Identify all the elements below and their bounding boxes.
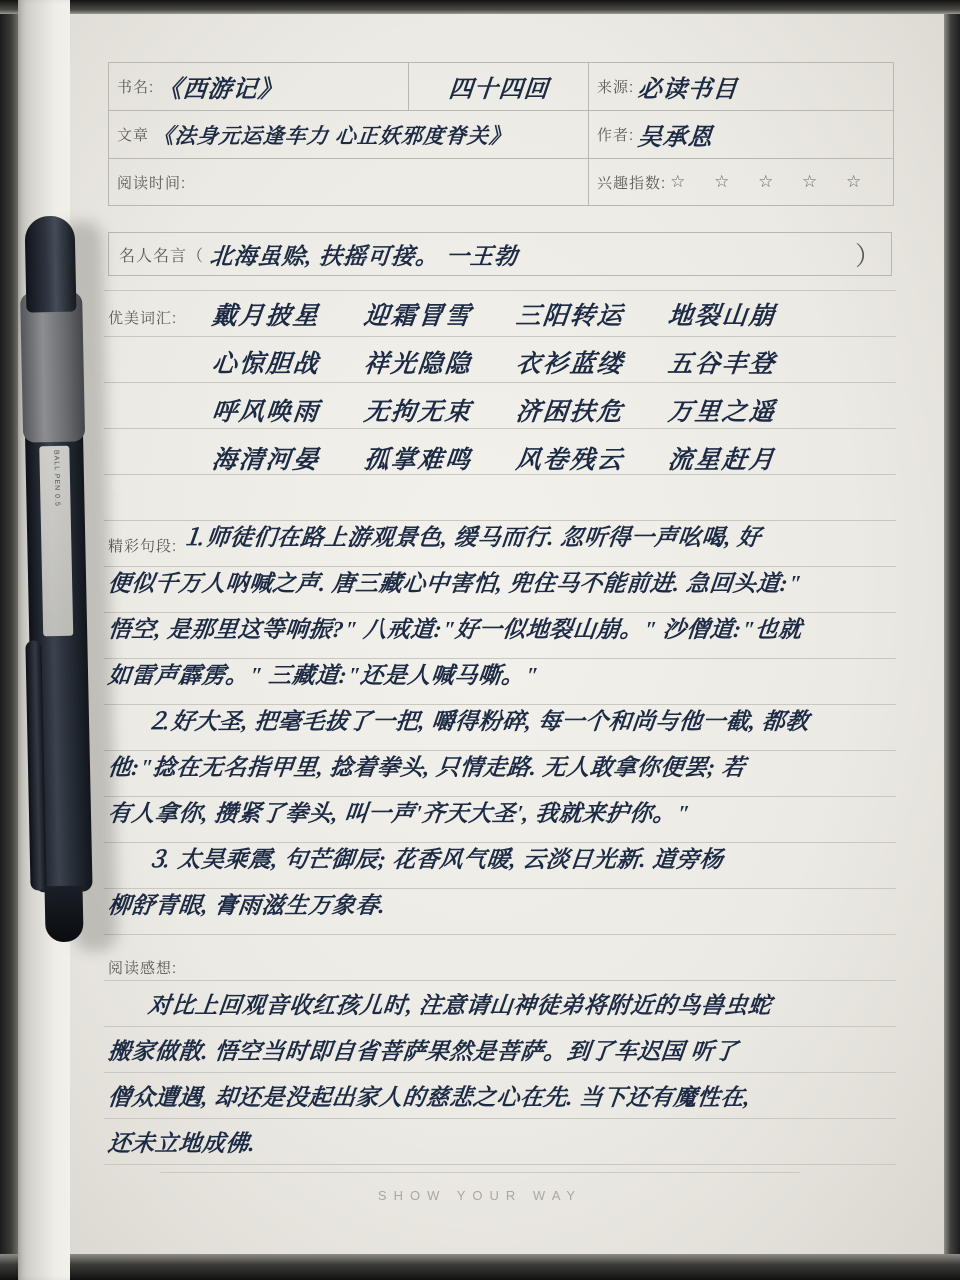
vocabulary-spacer xyxy=(108,376,212,384)
article-label: 文章 xyxy=(117,127,150,144)
excerpt-text: 有人拿你, 攒紧了拳头, 叫一声'齐天大圣', 我就来护你。" xyxy=(106,801,691,826)
famous-quote-box xyxy=(108,232,892,276)
vocabulary-row xyxy=(108,288,900,336)
vocabulary-item: 呼风唤雨 xyxy=(210,399,322,426)
reading-time-cell[interactable] xyxy=(109,159,589,205)
excerpt-line xyxy=(108,832,900,878)
excerpt-text: ⒊ 太昊乘震, 句芒御辰; 花香风气暖, 云淡日光新. 道旁杨 xyxy=(146,847,725,872)
book-cell xyxy=(109,63,409,110)
vocabulary-item: 戴月披星 xyxy=(210,303,322,330)
table-row xyxy=(109,111,893,159)
book-value: 《西游记》 xyxy=(156,77,285,103)
famous-quote-label: 名人名言（ xyxy=(119,247,205,265)
excerpt-line xyxy=(108,878,900,924)
reflection-label: 阅读感想: xyxy=(108,960,178,977)
vocabulary-item: 心惊胆战 xyxy=(210,351,322,378)
vocabulary-item: 无拘无束 xyxy=(362,399,474,426)
excerpt-text: 如雷声霹雳。" 三藏道:"还是人喊马嘶。" xyxy=(106,663,540,688)
author-cell xyxy=(589,111,891,158)
excerpt-text: 便似千万人呐喊之声. 唐三藏心中害怕, 兜住马不能前进. 急回头道:" xyxy=(106,571,803,596)
reflection-text: 对比上回观音收红孩儿时, 注意请山神徒弟将附近的鸟兽虫蛇 xyxy=(146,993,773,1018)
pen-cap xyxy=(24,216,76,313)
vocabulary-item: 三阳转运 xyxy=(514,303,626,330)
vocabulary-item: 流星赶月 xyxy=(666,447,778,474)
pen-object xyxy=(10,195,104,956)
vocabulary-spacer xyxy=(108,424,212,432)
vocabulary-item: 孤掌难鸣 xyxy=(362,447,474,474)
reflection-line xyxy=(108,1070,900,1116)
author-label: 作者: xyxy=(597,127,635,144)
excerpt-label: 精彩句段: xyxy=(108,538,178,555)
reflection-text: 还未立地成佛. xyxy=(106,1131,257,1156)
reflection-section xyxy=(108,932,900,1162)
excerpt-line xyxy=(108,786,900,832)
vocabulary-row xyxy=(108,384,900,432)
chapter-value: 四十四回 xyxy=(447,77,550,103)
reflection-line xyxy=(108,1116,900,1162)
vocabulary-row xyxy=(108,432,900,480)
source-cell xyxy=(589,63,891,110)
excerpt-line xyxy=(108,694,900,740)
famous-quote-close-paren: ） xyxy=(854,240,881,271)
excerpt-line xyxy=(108,510,900,556)
excerpt-text: 他:"捻在无名指甲里, 捻着拳头, 只情走路. 无人敢拿你便罢; 若 xyxy=(106,755,747,780)
vocabulary-item: 地裂山崩 xyxy=(666,303,778,330)
footer-text: SHOW YOUR WAY xyxy=(377,1188,583,1203)
footer-divider xyxy=(160,1172,800,1173)
pen-grip xyxy=(20,291,85,442)
excerpt-text: 柳舒青眼, 膏雨滋生万象春. xyxy=(106,893,387,918)
vocabulary-item: 衣衫蓝缕 xyxy=(514,351,626,378)
vocabulary-spacer xyxy=(108,472,212,480)
vocabulary-label: 优美词汇: xyxy=(108,310,178,327)
pen-label xyxy=(39,446,73,637)
reflection-label-line xyxy=(108,932,900,978)
interest-rating-stars[interactable]: ☆ ☆ ☆ ☆ ☆ xyxy=(670,172,874,191)
pen-label-text: BALL PEN 0.5 xyxy=(52,449,61,507)
interest-label: 兴趣指数: xyxy=(597,174,667,192)
excerpt-line xyxy=(108,602,900,648)
source-value: 必读书目 xyxy=(636,77,740,103)
excerpt-text: ⒉好大圣, 把毫毛拔了一把, 嚼得粉碎, 每一个和尚与他一截, 都教 xyxy=(146,709,811,734)
vocabulary-item: 五谷丰登 xyxy=(666,351,778,378)
vocabulary-item: 风卷残云 xyxy=(514,447,626,474)
chapter-cell xyxy=(409,63,589,110)
source-label: 来源: xyxy=(597,79,635,96)
article-cell xyxy=(109,111,589,158)
vocabulary-item: 济困扶危 xyxy=(514,399,626,426)
vocabulary-section xyxy=(108,288,900,480)
reflection-line xyxy=(108,1024,900,1070)
excerpt-line xyxy=(108,556,900,602)
vocabulary-item: 祥光隐隐 xyxy=(362,351,474,378)
excerpt-section xyxy=(108,510,900,924)
book-label: 书名: xyxy=(117,79,155,96)
vocabulary-item: 迎霜冒雪 xyxy=(362,303,474,330)
table-row xyxy=(109,159,893,206)
vocabulary-row xyxy=(108,336,900,384)
table-row xyxy=(109,63,893,111)
excerpt-text: 悟空, 是那里这等响振?" 八戒道:"好一似地裂山崩。" 沙僧道:"也就 xyxy=(106,617,804,642)
reading-time-label: 阅读时间: xyxy=(117,174,187,192)
famous-quote-text: 北海虽赊, 扶摇可接。 一王勃 xyxy=(208,243,520,269)
pen-tip xyxy=(44,886,83,943)
article-value: 《法身元运逢车力 心正妖邪度脊关》 xyxy=(151,123,513,148)
interest-cell[interactable] xyxy=(589,159,891,205)
header-table xyxy=(108,62,894,206)
author-value: 吴承恩 xyxy=(636,125,715,151)
excerpt-line xyxy=(108,648,900,694)
reflection-line xyxy=(108,978,900,1024)
excerpt-text: ⒈师徒们在路上游观景色, 缓马而行. 忽听得一声吆喝, 好 xyxy=(181,525,763,550)
reflection-text: 僧众遭遇, 却还是没起出家人的慈悲之心在先. 当下还有魔性在, xyxy=(106,1085,752,1110)
vocabulary-item: 万里之遥 xyxy=(666,399,778,426)
reflection-text: 搬家做散. 悟空当时即自省菩萨果然是菩萨。到了车迟国 听了 xyxy=(106,1039,740,1064)
vocabulary-item: 海清河晏 xyxy=(210,447,322,474)
excerpt-line xyxy=(108,740,900,786)
